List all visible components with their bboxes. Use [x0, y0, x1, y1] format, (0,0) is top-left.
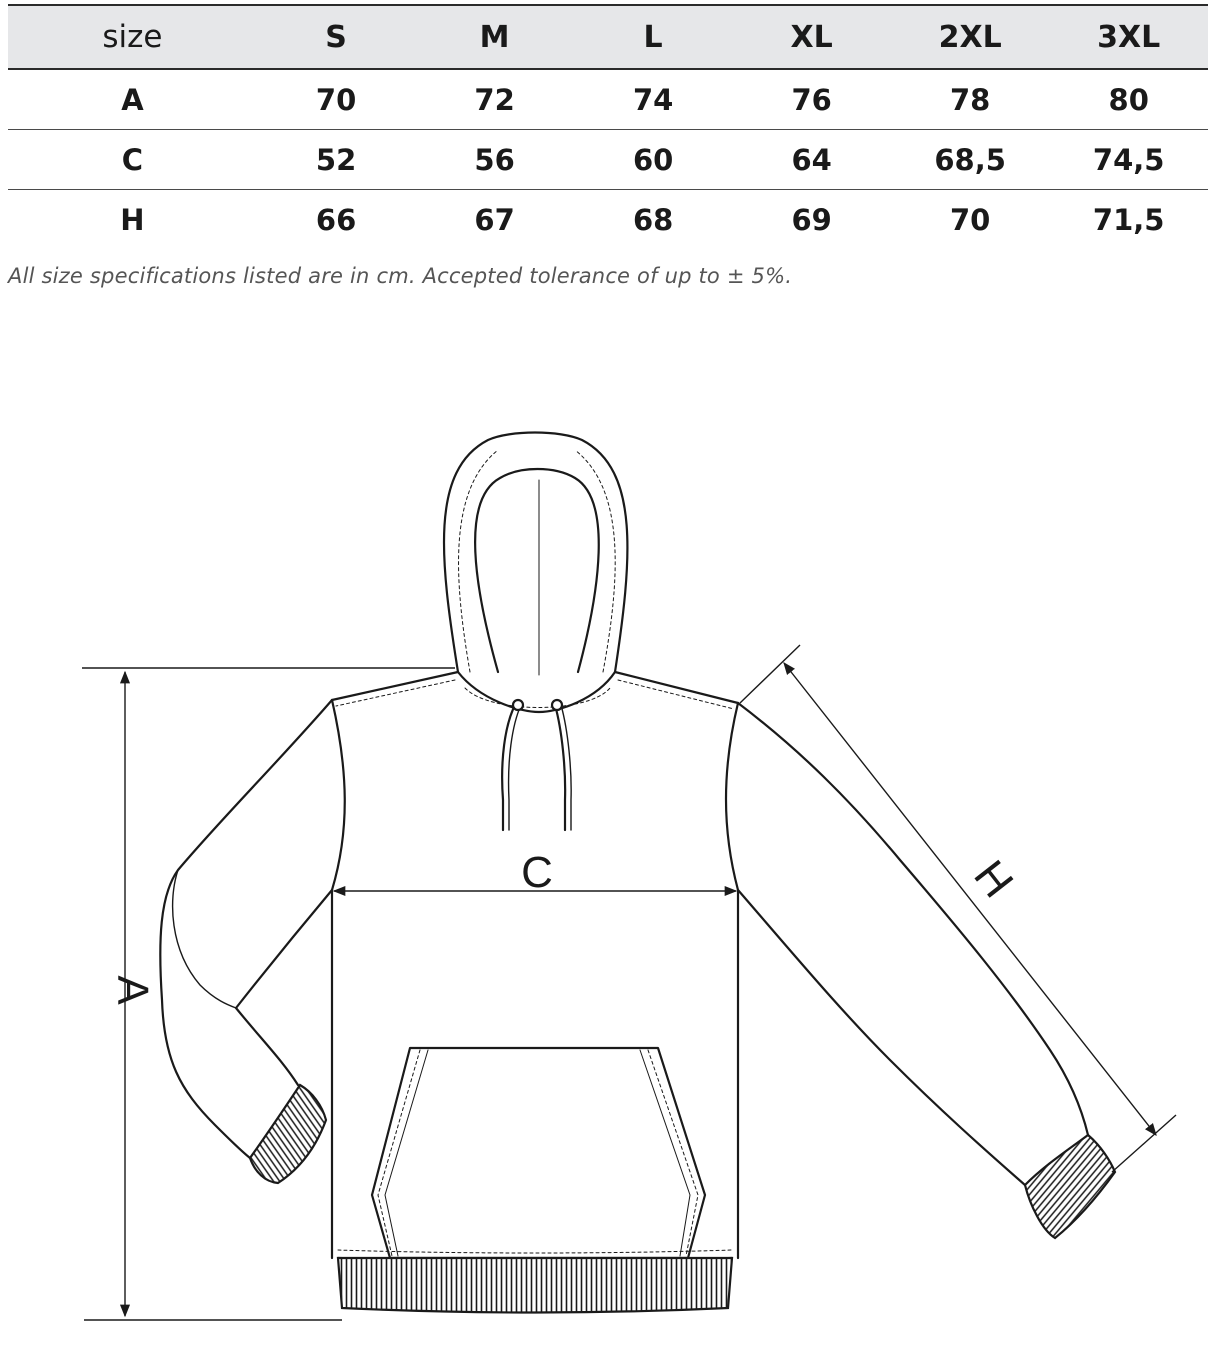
table-cell: 70	[257, 69, 416, 130]
label-a: A	[108, 975, 157, 1005]
header-size-s: S	[257, 5, 416, 69]
row-label: A	[8, 69, 257, 130]
right-sleeve	[738, 703, 1088, 1135]
label-c: C	[521, 848, 553, 897]
hood-inner	[475, 469, 599, 672]
right-cuff	[1025, 1135, 1115, 1238]
table-cell: 67	[474, 202, 515, 237]
body-right-side	[726, 703, 738, 1258]
table-cell: 74	[574, 69, 733, 130]
table-cell: 60	[574, 130, 733, 190]
header-size-xl: XL	[732, 5, 891, 69]
drawstring-right	[555, 705, 565, 830]
table-cell: 70	[949, 202, 991, 237]
table-cell: 80	[1049, 69, 1208, 130]
table-cell: 66	[315, 202, 357, 237]
table-cell: 69	[791, 202, 832, 237]
table-cell: 71,5	[1092, 202, 1165, 237]
header-size-3xl: 3XL	[1049, 5, 1208, 69]
kangaroo-pocket	[372, 1048, 705, 1258]
table-cell: 64	[732, 130, 891, 190]
table-cell: 76	[732, 69, 891, 130]
table-cell: 72	[415, 69, 574, 130]
table-cell: 68,5	[891, 130, 1050, 190]
row-label: C	[8, 130, 257, 190]
measure-h	[740, 645, 1176, 1172]
table-cell: 74,5	[1049, 130, 1208, 190]
table-cell: 68	[632, 202, 674, 237]
header-size-label: size	[8, 5, 257, 69]
label-h: H	[964, 851, 1023, 907]
body-left-side	[332, 700, 345, 1258]
header-size-2xl: 2XL	[891, 5, 1050, 69]
table-cell: 78	[891, 69, 1050, 130]
table-cell: 52	[257, 130, 416, 190]
ribbed-hem	[338, 1258, 732, 1313]
header-size-m: M	[415, 5, 574, 69]
header-size-l: L	[574, 5, 733, 69]
size-note: All size specifications listed are in cm. Accepted tolerance of up to ± 5%.	[8, 264, 793, 288]
left-cuff	[250, 1085, 326, 1183]
table-cell: 56	[415, 130, 574, 190]
row-label: H	[120, 202, 145, 237]
